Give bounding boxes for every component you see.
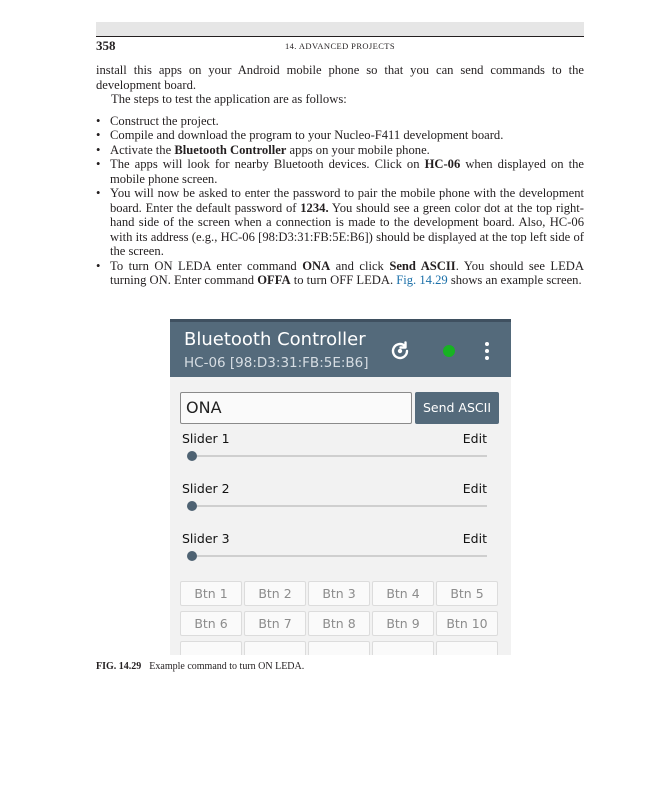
- grid-button[interactable]: Btn 8: [308, 611, 370, 636]
- command-emphasis: ONA: [302, 258, 331, 273]
- command-input[interactable]: ONA: [180, 392, 412, 424]
- slider-label: Slider 2: [182, 481, 230, 496]
- slider-thumb[interactable]: [187, 551, 197, 561]
- command-emphasis: OFFA: [257, 273, 291, 287]
- body-text: [96, 63, 584, 288]
- step-text: You should see a green color dot at the top right-hand side of the screen when a connection is made to the development board. Also, HC-06 with its address (e.g., HC-06 [98:D3:31:FB:5E:B6]) should be displayed at the top left side of the screen.: [110, 200, 584, 258]
- grid-button[interactable]: Btn 7: [244, 611, 306, 636]
- step-text: Construct the project.: [110, 113, 219, 128]
- header-rule: [96, 36, 584, 37]
- list-item: [96, 143, 584, 158]
- step-text: You will now be asked to enter the password to pair the mobile phone with the development board. Enter the default password of: [110, 186, 584, 215]
- grid-button[interactable]: Btn 6: [180, 611, 242, 636]
- slider-label: Slider 3: [182, 531, 230, 546]
- list-item: [96, 186, 584, 259]
- slider-edit-link[interactable]: Edit: [462, 531, 487, 546]
- grid-button[interactable]: Btn 5: [436, 581, 498, 606]
- app-title: Bluetooth Controller: [184, 329, 366, 350]
- step-text: apps on your mobile phone.: [286, 142, 430, 157]
- intro-paragraph: install this apps on your Android mobile phone so that you can send commands to the development board.: [96, 63, 584, 92]
- grid-button[interactable]: Btn 3: [308, 581, 370, 606]
- grid-button[interactable]: Btn 4: [372, 581, 434, 606]
- step-text: . You should see LEDA turning ON. Enter command: [110, 258, 584, 287]
- button-emphasis: Send ASCII: [389, 258, 456, 273]
- slider-thumb[interactable]: [187, 501, 197, 511]
- grid-button[interactable]: Btn 10: [436, 611, 498, 636]
- app-name-emphasis: Bluetooth Controller: [174, 142, 287, 157]
- list-item: [96, 128, 584, 143]
- grid-button[interactable]: Btn 9: [372, 611, 434, 636]
- app-screenshot: [170, 319, 511, 655]
- list-item: [96, 259, 584, 288]
- grid-button-partial[interactable]: [180, 641, 242, 655]
- step-text: Activate the: [110, 142, 175, 157]
- figure-link[interactable]: Fig. 14.29: [396, 273, 448, 287]
- caption-text: Example command to turn ON LEDA.: [149, 661, 305, 672]
- device-emphasis: HC-06: [424, 157, 461, 171]
- step-text: when displayed on the mobile phone screen.: [110, 157, 584, 186]
- steps-intro: The steps to test the application are as follows:: [111, 92, 347, 106]
- slider-edit-link[interactable]: Edit: [462, 481, 487, 496]
- slider-edit-link[interactable]: Edit: [462, 431, 487, 446]
- steps-list: [96, 114, 584, 288]
- slider-thumb[interactable]: [187, 451, 197, 461]
- figure-label: FIG. 14.29: [96, 661, 142, 672]
- header-band: [96, 22, 584, 36]
- slider-track[interactable]: [190, 455, 487, 457]
- overflow-menu-icon[interactable]: [485, 342, 490, 362]
- step-text: shows an example screen.: [447, 273, 582, 287]
- grid-button[interactable]: Btn 1: [180, 581, 242, 606]
- step-text: and click: [330, 258, 390, 273]
- slider-label: Slider 1: [182, 431, 230, 446]
- step-text: Compile and download the program to your Nucleo-F411 development board.: [110, 128, 504, 142]
- list-item: [96, 157, 584, 186]
- password-emphasis: 1234.: [300, 200, 329, 215]
- figure-caption: [96, 661, 304, 672]
- step-text: The apps will look for nearby Bluetooth devices. Click on: [110, 157, 425, 171]
- grid-button-partial[interactable]: [308, 641, 370, 655]
- send-ascii-button[interactable]: Send ASCII: [415, 392, 499, 424]
- app-bar: [170, 319, 511, 377]
- running-title: 14. ADVANCED PROJECTS: [284, 41, 396, 51]
- page-number: 358: [96, 38, 116, 53]
- slider-track[interactable]: [190, 505, 487, 507]
- refresh-icon[interactable]: [388, 339, 412, 363]
- grid-button-partial[interactable]: [372, 641, 434, 655]
- grid-button-partial[interactable]: [436, 641, 498, 655]
- list-item: [96, 114, 584, 129]
- step-text: To turn ON LEDA enter command: [110, 258, 303, 273]
- slider-track[interactable]: [190, 555, 487, 557]
- step-text: to turn OFF LEDA.: [290, 273, 397, 287]
- grid-button-partial[interactable]: [244, 641, 306, 655]
- device-address: HC-06 [98:D3:31:FB:5E:B6]: [184, 355, 369, 371]
- connection-status-dot-icon: [443, 345, 455, 357]
- grid-button[interactable]: Btn 2: [244, 581, 306, 606]
